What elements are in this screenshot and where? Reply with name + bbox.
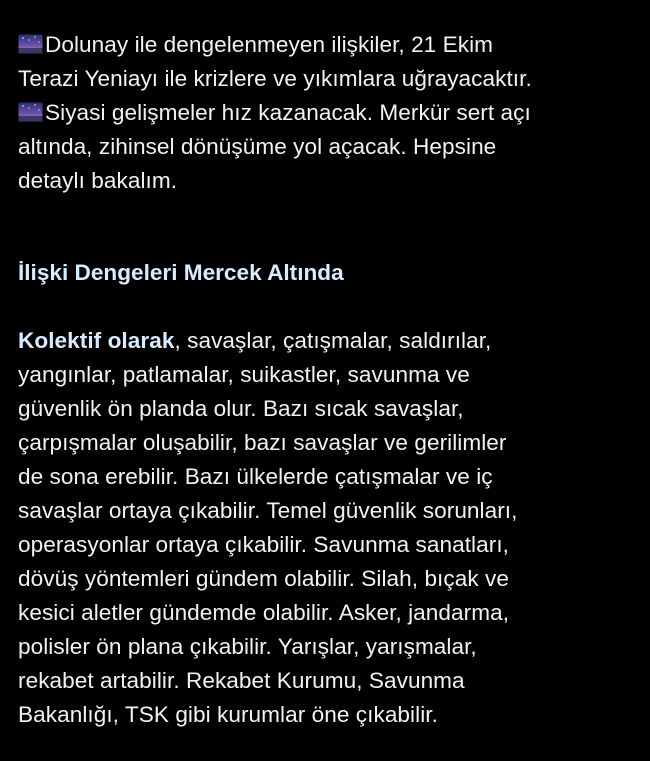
section-line: çarpışmalar oluşabilir, bazı savaşlar ve gerilimler (18, 430, 507, 455)
section-line: operasyonlar ortaya çıkabilir. Savunma sanatları, (18, 532, 509, 557)
section-line: polisler ön plana çıkabilir. Yarışlar, yarışmalar, (18, 634, 477, 659)
section-line: dövüş yöntemleri gündem olabilir. Silah, bıçak ve (18, 566, 509, 591)
section-line: yangınlar, patlamalar, suikastler, savunma ve (18, 362, 470, 387)
section-paragraph (18, 324, 517, 732)
section-line (18, 324, 517, 358)
section-line: kesici aletler gündemde olabilir. Asker, jandarma, (18, 600, 510, 625)
section-line-text: , savaşlar, çatışmalar, saldırılar, (174, 328, 492, 353)
section-line: güvenlik ön planda olur. Bazı sıcak savaşlar, (18, 396, 464, 421)
intro-line-text: Siyasi gelişmeler hız kazanacak. Merkür sert açı (45, 100, 531, 125)
intro-paragraph (18, 28, 643, 198)
night-sky-emoji-icon (18, 34, 43, 54)
section-line: Bakanlığı, TSK gibi kurumlar öne çıkabilir. (18, 702, 438, 727)
night-sky-emoji-icon (18, 102, 43, 122)
section-heading: İlişki Dengeleri Mercek Altında (18, 260, 344, 285)
article-body (18, 28, 643, 727)
section-line: savaşlar ortaya çıkabilir. Temel güvenlik sorunları, (18, 498, 518, 523)
intro-line (18, 28, 643, 62)
intro-line (18, 96, 643, 130)
section-line: rekabet artabilir. Rekabet Kurumu, Savunma (18, 668, 465, 693)
intro-line: Terazi Yeniayı ile krizlere ve yıkımlara uğrayacaktır. (18, 66, 532, 91)
highlight-text: Kolektif olarak (18, 328, 175, 353)
section-line: de sona erebilir. Bazı ülkelerde çatışmalar ve iç (18, 464, 493, 489)
intro-line: altında, zihinsel dönüşüme yol açacak. Hepsine (18, 134, 497, 159)
intro-line: detaylı bakalım. (18, 168, 178, 193)
intro-line-text: Dolunay ile dengelenmeyen ilişkiler, 21 Ekim (45, 32, 494, 57)
